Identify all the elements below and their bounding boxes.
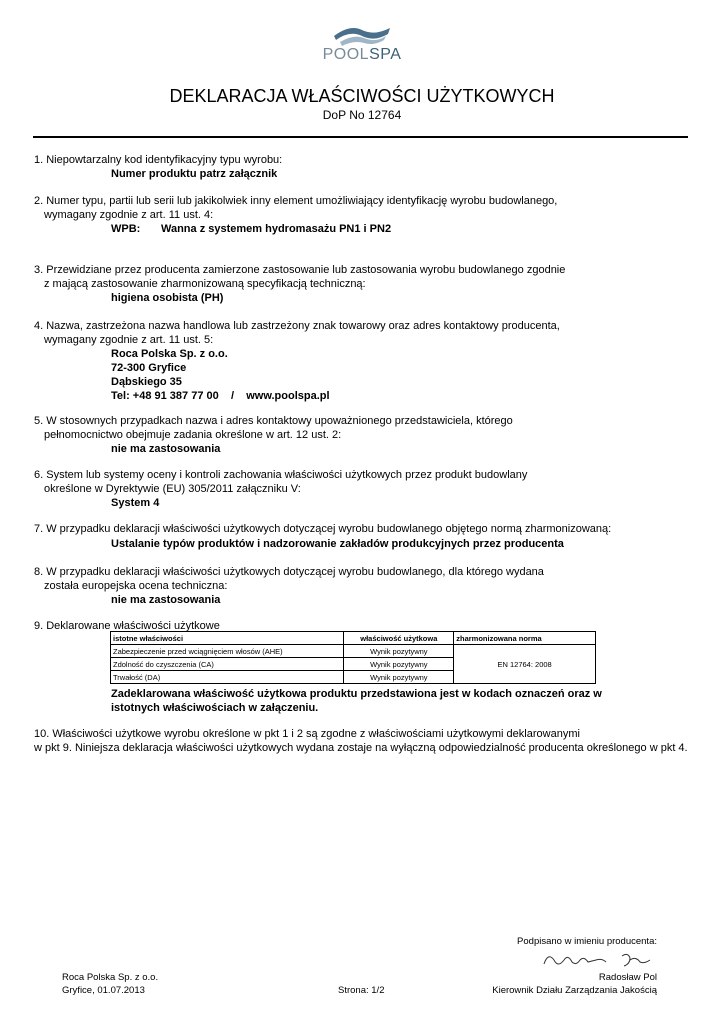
s4-company: Roca Polska Sp. z o.o.	[111, 348, 228, 360]
wave-logo-icon	[300, 24, 424, 48]
s2-answer-label: WPB:	[111, 223, 141, 235]
header-divider	[33, 136, 688, 138]
signed-for-label: Podpisano w imieniu producenta:	[517, 936, 657, 947]
page-number: Strona: 1/2	[338, 985, 385, 996]
s4-question-line2: wymagany zgodnie z art. 11 ust. 5:	[44, 334, 214, 346]
table-row	[111, 645, 596, 658]
table-header: właściwość użytkowa	[344, 632, 454, 645]
s7-answer: Ustalanie typów produktów i nadzorowanie zakładów produkcyjnych przez producenta	[111, 538, 564, 550]
s4-city: 72-300 Gryfice	[111, 362, 187, 374]
footer-place-date: Gryfice, 01.07.2013	[62, 985, 145, 996]
footer-company: Roca Polska Sp. z o.o.	[62, 972, 159, 983]
s9-note-line1: Zadeklarowana właściwość użytkowa produktu przedstawiona jest w kodach oznaczeń oraz w	[111, 688, 602, 700]
s10-line1: 10. Właściwości użytkowe wyrobu określone w pkt 1 i 2 są zgodne z właściwościami użytkowymi deklarowanymi	[34, 728, 580, 740]
table-header: istotne właściwości	[111, 632, 344, 645]
s10-line2: w pkt 9. Niniejsza deklaracja właściwości użytkowych wydana zostaje na wyłączną odpowiedzialność producenta określonego w pkt 4.	[34, 742, 688, 754]
s7-question: 7. W przypadku deklaracji właściwości użytkowych dotyczącej wyrobu budowlanego objętego normą zharmonizowaną:	[34, 523, 612, 535]
logo-wordmark: POOLSPA	[322, 46, 402, 63]
signer-role: Kierownik Działu Zarządzania Jakością	[492, 985, 657, 996]
s5-question-line2: pełnomocnictwo obejmuje zadania określone w art. 12 ust. 2:	[44, 429, 342, 441]
s9-question: 9. Deklarowane właściwości użytkowe	[34, 620, 220, 632]
s3-question-line1: 3. Przewidziane przez producenta zamierzone zastosowanie lub zastosowania wyrobu budowlanego zgodnie	[34, 264, 566, 276]
s6-answer: System 4	[111, 497, 160, 509]
norm-cell: EN 12764: 2008	[454, 645, 596, 684]
s2-question-line2: wymagany zgodnie z art. 11 ust. 4:	[44, 209, 214, 221]
s3-answer: higiena osobista (PH)	[111, 292, 224, 304]
table-cell: Wynik pozytywny	[344, 645, 454, 658]
table-cell: Wynik pozytywny	[344, 658, 454, 671]
properties-table	[110, 631, 596, 684]
s6-question-line1: 6. System lub systemy oceny i kontroli zachowania właściwości użytkowych przez produkt budowlany	[34, 469, 528, 481]
s4-street: Dąbskiego 35	[111, 376, 182, 388]
s8-question-line1: 8. W przypadku deklaracji właściwości użytkowych dotyczącej wyrobu budowlanego, dla którego wydana	[34, 566, 544, 578]
document-title: DEKLARACJA WŁAŚCIWOŚCI UŻYTKOWYCH	[169, 86, 555, 106]
s2-answer: Wanna z systemem hydromasażu PN1 i PN2	[161, 223, 392, 235]
s9-note-line2: istotnych właściwościach w załączeniu.	[111, 702, 319, 714]
table-cell: Trwałość (DA)	[111, 671, 344, 684]
dop-number: DoP No 12764	[322, 108, 402, 122]
s6-question-line2: określone w Dyrektywie (EU) 305/2011 załączniku V:	[44, 483, 301, 495]
signer-name: Radosław Pol	[598, 972, 657, 983]
s1-question: 1. Niepowtarzalny kod identyfikacyjny typu wyrobu:	[34, 154, 283, 166]
table-header-row	[111, 632, 596, 645]
poolspa-logo	[300, 24, 424, 68]
s4-contact: Tel: +48 91 387 77 00 / www.poolspa.pl	[111, 390, 330, 402]
table-header: zharmonizowana norma	[454, 632, 596, 645]
table-cell: Zabezpieczenie przed wciągnięciem włosów (AHE)	[111, 645, 344, 658]
s4-question-line1: 4. Nazwa, zastrzeżona nazwa handlowa lub zastrzeżony znak towarowy oraz adres kontaktowy producenta,	[34, 320, 560, 332]
s5-question-line1: 5. W stosownych przypadkach nazwa i adres kontaktowy upoważnionego przedstawiciela, którego	[34, 415, 513, 427]
s2-question-line1: 2. Numer typu, partii lub serii lub jakikolwiek inny element umożliwiający identyfikację wyrobu budowlanego,	[34, 195, 558, 207]
table-cell: Wynik pozytywny	[344, 671, 454, 684]
s8-answer: nie ma zastosowania	[111, 594, 221, 606]
signature-image	[540, 948, 660, 974]
table-cell: Zdolność do czyszczenia (CA)	[111, 658, 344, 671]
s3-question-line2: z mającą zastosowanie zharmonizowaną specyfikacją techniczną:	[44, 278, 366, 290]
s8-question-line2: została europejska ocena techniczna:	[44, 580, 228, 592]
s1-answer: Numer produktu patrz załącznik	[111, 168, 278, 180]
s5-answer: nie ma zastosowania	[111, 443, 221, 455]
